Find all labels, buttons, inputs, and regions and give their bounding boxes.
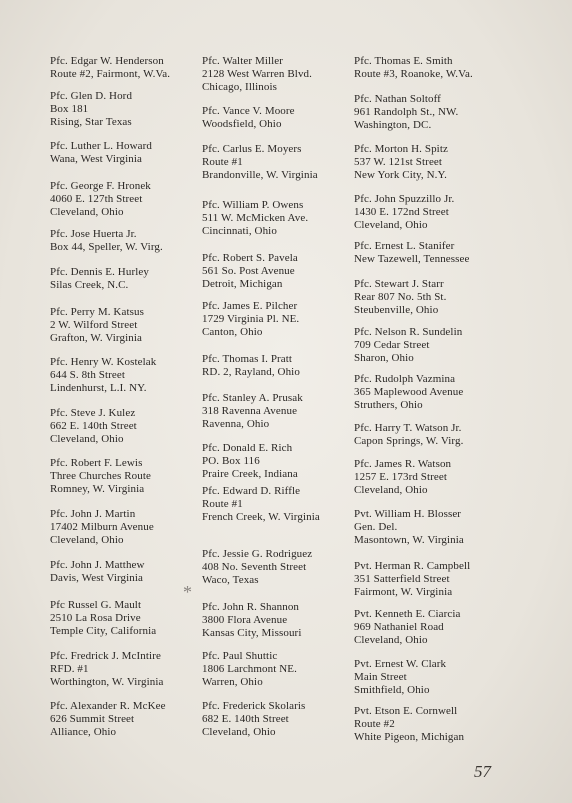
address-line: Praire Creek, Indiana <box>202 468 298 480</box>
address-line: Silas Creek, N.C. <box>50 279 129 291</box>
roster-entry <box>354 422 504 448</box>
soldier-name: Pfc. Robert F. Lewis <box>50 457 143 469</box>
roster-entry <box>354 658 504 697</box>
address-line: New York City, N.Y. <box>354 169 447 181</box>
address-line: Chicago, Illinois <box>202 81 278 93</box>
page-number: 57 <box>474 762 491 781</box>
address-line: Cleveland, Ohio <box>50 206 124 218</box>
roster-entry <box>354 608 504 647</box>
address-line: Lindenhurst, L.I. NY. <box>50 382 147 394</box>
roster-entry <box>354 705 504 744</box>
roster-entry <box>202 143 354 182</box>
soldier-name: Pfc. Carlus E. Moyers <box>202 143 302 155</box>
soldier-name: Pfc. Thomas E. Smith <box>354 55 453 67</box>
address-line: Sharon, Ohio <box>354 352 414 364</box>
address-line: Cleveland, Ohio <box>354 219 428 231</box>
address-line: Alliance, Ohio <box>50 726 117 738</box>
address-line: 351 Satterfield Street <box>354 573 450 585</box>
address-line: Brandonville, W. Virginia <box>202 169 318 181</box>
address-line: Cleveland, Ohio <box>202 726 276 738</box>
soldier-name: Pfc. John J. Matthew <box>50 559 145 571</box>
soldier-name: Pvt. Ernest W. Clark <box>354 658 447 670</box>
address-line: Cleveland, Ohio <box>354 634 428 646</box>
address-line: Romney, W. Virginia <box>50 483 145 495</box>
address-line: Worthington, W. Virginia <box>50 676 164 688</box>
address-line: Main Street <box>354 671 407 683</box>
address-line: Cincinnati, Ohio <box>202 225 277 237</box>
soldier-name: Pfc. Perry M. Katsus <box>50 306 144 318</box>
address-line: Ravenna, Ohio <box>202 418 270 430</box>
roster-entry <box>354 55 504 81</box>
roster-entry <box>354 143 504 182</box>
roster-entry <box>50 180 200 219</box>
roster-entry <box>202 485 354 524</box>
roster-entry <box>50 700 200 739</box>
roster-entry <box>50 55 200 81</box>
address-line: Waco, Texas <box>202 574 259 586</box>
address-line: 2128 West Warren Blvd. <box>202 68 313 80</box>
address-line: 1430 E. 172nd Street <box>354 206 449 218</box>
soldier-name: Pfc. Glen D. Hord <box>50 90 133 102</box>
roster-entry <box>354 193 504 232</box>
soldier-name: Pfc. George F. Hronek <box>50 180 151 192</box>
address-line: Fairmont, W. Virginia <box>354 586 453 598</box>
address-line: Route #1 <box>202 156 243 168</box>
roster-entry <box>202 353 354 379</box>
address-line: 511 W. McMicken Ave. <box>202 212 309 224</box>
roster-entry <box>50 559 200 585</box>
soldier-name: Pfc. Steve J. Kulez <box>50 407 136 419</box>
soldier-name: Pfc. Luther L. Howard <box>50 140 152 152</box>
soldier-name: Pfc. Jose Huerta Jr. <box>50 228 137 240</box>
soldier-name: Pfc. Edward D. Riffle <box>202 485 301 497</box>
address-line: Rear 807 No. 5th St. <box>354 291 447 303</box>
soldier-name: Pfc. Stanley A. Prusak <box>202 392 303 404</box>
address-line: 2 W. Wilford Street <box>50 319 138 331</box>
roster-entry <box>354 508 504 547</box>
address-line: Grafton, W. Virginia <box>50 332 142 344</box>
address-line: Warren, Ohio <box>202 676 263 688</box>
address-line: Route #2 <box>354 718 395 730</box>
roster-entry <box>202 442 354 481</box>
address-line: Struthers, Ohio <box>354 399 423 411</box>
address-line: Woodsfield, Ohio <box>202 118 282 130</box>
roster-entry <box>202 105 354 131</box>
roster-entry <box>202 300 354 339</box>
address-line: 626 Summit Street <box>50 713 135 725</box>
address-line: Three Churches Route <box>50 470 151 482</box>
address-line: Davis, West Virginia <box>50 572 144 584</box>
address-line: Canton, Ohio <box>202 326 263 338</box>
address-line: 2510 La Rosa Drive <box>50 612 141 624</box>
address-line: 969 Nathaniel Road <box>354 621 444 633</box>
soldier-name: Pfc. James E. Pilcher <box>202 300 298 312</box>
roster-entry <box>202 700 354 739</box>
roster-entry <box>354 326 504 365</box>
address-line: 662 E. 140th Street <box>50 420 137 432</box>
soldier-name: Pvt. Herman R. Campbell <box>354 560 471 572</box>
soldier-name: Pfc. Donald E. Rich <box>202 442 293 454</box>
soldier-name: Pfc. William P. Owens <box>202 199 304 211</box>
address-line: 644 S. 8th Street <box>50 369 126 381</box>
roster-entry <box>354 560 504 599</box>
address-line: Washington, DC. <box>354 119 432 131</box>
address-line: 1806 Larchmont NE. <box>202 663 297 675</box>
soldier-name: Pvt. Kenneth E. Ciarcia <box>354 608 461 620</box>
address-line: PO. Box 116 <box>202 455 260 467</box>
roster-entry <box>202 392 354 431</box>
roster-entry <box>202 55 354 94</box>
roster-entry <box>50 508 200 547</box>
address-line: 4060 E. 127th Street <box>50 193 143 205</box>
address-line: 17402 Milburn Avenue <box>50 521 154 533</box>
soldier-name: Pfc. Vance V. Moore <box>202 105 295 117</box>
soldier-name: Pfc. Walter Miller <box>202 55 284 67</box>
address-line: 408 No. Seventh Street <box>202 561 307 573</box>
roster-entry <box>50 266 200 292</box>
roster-entry <box>50 457 200 496</box>
address-line: Gen. Del. <box>354 521 398 533</box>
soldier-name: Pfc. Rudolph Vazmina <box>354 373 456 385</box>
address-line: Rising, Star Texas <box>50 116 132 128</box>
address-line: 365 Maplewood Avenue <box>354 386 464 398</box>
soldier-name: Pfc. Frederick Skolaris <box>202 700 306 712</box>
address-line: Route #3, Roanoke, W.Va. <box>354 68 473 80</box>
roster-entry <box>202 548 354 587</box>
soldier-name: Pfc. Henry W. Kostelak <box>50 356 157 368</box>
address-line: Route #1 <box>202 498 243 510</box>
roster-entry <box>50 650 200 689</box>
soldier-name: Pfc Russel G. Mault <box>50 599 142 611</box>
roster-entry <box>50 599 200 638</box>
soldier-name: Pfc. James R. Watson <box>354 458 452 470</box>
address-line: 682 E. 140th Street <box>202 713 289 725</box>
address-line: Cleveland, Ohio <box>50 534 124 546</box>
roster-entry <box>202 650 354 689</box>
roster-entry <box>354 240 504 266</box>
soldier-name: Pfc. Ernest L. Stanifer <box>354 240 455 252</box>
address-line: Steubenville, Ohio <box>354 304 439 316</box>
address-line: Masontown, W. Virginia <box>354 534 464 546</box>
soldier-name: Pfc. Stewart J. Starr <box>354 278 444 290</box>
address-line: Kansas City, Missouri <box>202 627 302 639</box>
soldier-name: Pfc. Robert S. Pavela <box>202 252 298 264</box>
roster-entry <box>354 278 504 317</box>
roster-entry <box>354 458 504 497</box>
address-line: Wana, West Virginia <box>50 153 143 165</box>
address-line: New Tazewell, Tennessee <box>354 253 470 265</box>
address-line: 561 So. Post Avenue <box>202 265 295 277</box>
soldier-name: Pfc. John R. Shannon <box>202 601 300 613</box>
soldier-name: Pfc. Harry T. Watson Jr. <box>354 422 462 434</box>
address-line: 1729 Virginia Pl. NE. <box>202 313 300 325</box>
roster-entry <box>50 306 200 345</box>
address-line: Route #2, Fairmont, W.Va. <box>50 68 171 80</box>
soldier-name: Pfc. Paul Shuttic <box>202 650 278 662</box>
address-line: 3800 Flora Avenue <box>202 614 288 626</box>
soldier-name: Pfc. Nathan Soltoff <box>354 93 441 105</box>
soldier-name: Pfc. John Spuzzillo Jr. <box>354 193 455 205</box>
address-line: White Pigeon, Michigan <box>354 731 465 743</box>
roster-entry <box>50 228 200 254</box>
address-line: French Creek, W. Virginia <box>202 511 320 523</box>
soldier-name: Pfc. Thomas I. Pratt <box>202 353 293 365</box>
roster-entry <box>354 93 504 132</box>
roster-entry <box>50 140 200 166</box>
address-line: Box 44, Speller, W. Virg. <box>50 241 163 253</box>
address-line: Detroit, Michigan <box>202 278 283 290</box>
roster-entry <box>202 252 354 291</box>
soldier-name: Pfc. Morton H. Spitz <box>354 143 448 155</box>
roster-entry <box>202 199 354 238</box>
address-line: Capon Springs, W. Virg. <box>354 435 464 447</box>
address-line: Cleveland, Ohio <box>50 433 124 445</box>
roster-entry <box>50 407 200 446</box>
address-line: 318 Ravenna Avenue <box>202 405 298 417</box>
soldier-name: Pfc. Edgar W. Henderson <box>50 55 164 67</box>
soldier-name: Pvt. William H. Blosser <box>354 508 462 520</box>
soldier-name: Pfc. John J. Martin <box>50 508 136 520</box>
soldier-name: Pfc. Nelson R. Sundelin <box>354 326 463 338</box>
soldier-name: Pfc. Fredrick J. McIntire <box>50 650 161 662</box>
soldier-name: Pfc. Alexander R. McKee <box>50 700 166 712</box>
roster-entry <box>50 90 200 129</box>
soldier-name: Pvt. Etson E. Cornwell <box>354 705 458 717</box>
address-line: 961 Randolph St., NW. <box>354 106 459 118</box>
asterisk-mark: * <box>183 582 192 602</box>
address-line: 709 Cedar Street <box>354 339 430 351</box>
address-line: Temple City, California <box>50 625 157 637</box>
address-line: Box 181 <box>50 103 89 115</box>
roster-entry <box>354 373 504 412</box>
roster-entry <box>202 601 354 640</box>
soldier-name: Pfc. Jessie G. Rodriguez <box>202 548 313 560</box>
soldier-name: Pfc. Dennis E. Hurley <box>50 266 149 278</box>
address-line: Cleveland, Ohio <box>354 484 428 496</box>
address-line: Smithfield, Ohio <box>354 684 430 696</box>
address-line: RD. 2, Rayland, Ohio <box>202 366 300 378</box>
roster-entry <box>50 356 200 395</box>
address-line: 537 W. 121st Street <box>354 156 443 168</box>
address-line: 1257 E. 173rd Street <box>354 471 448 483</box>
address-line: RFD. #1 <box>50 663 89 675</box>
